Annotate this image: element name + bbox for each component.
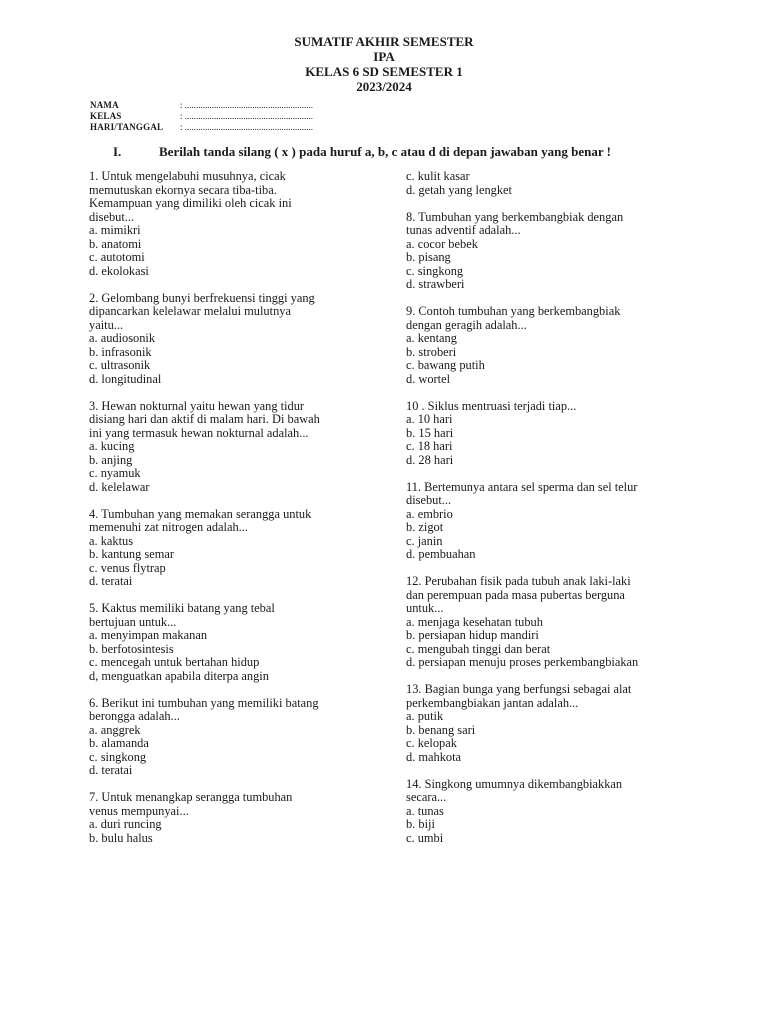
question-text-line: tunas adventif adalah...	[406, 223, 521, 237]
question-text-line: 10 . Siklus mentruasi terjadi tiap...	[406, 398, 577, 413]
answer-option: c. janin	[406, 533, 443, 548]
question-text-line: disebut...	[89, 209, 135, 224]
question-text-line: 1. Untuk mengelabuhi musuhnya, cicak	[89, 169, 286, 183]
question-text-line: untuk...	[406, 601, 444, 615]
question-item	[89, 508, 379, 589]
answer-option: b. stroberi	[406, 344, 457, 359]
question-text-line: Kemampuan yang dimiliki oleh cicak ini	[89, 196, 292, 210]
question-item	[406, 778, 706, 846]
answer-option: c. 18 hari	[406, 439, 453, 453]
question-item	[89, 791, 379, 845]
question-item	[89, 697, 379, 778]
answer-option: d. ekolokasi	[89, 263, 149, 278]
answer-option: d. strawberi	[406, 277, 465, 291]
question-text-line: 5. Kaktus memiliki batang yang tebal	[89, 601, 275, 615]
answer-option: c. nyamuk	[89, 466, 141, 480]
answer-option: b. pisang	[406, 250, 451, 264]
question-item	[406, 170, 706, 197]
question-item	[406, 305, 706, 386]
answer-option: d. pembuahan	[406, 547, 476, 561]
answer-option: d. getah yang lengket	[406, 182, 512, 197]
answer-option: d. wortel	[406, 371, 451, 386]
answer-option: d. longitudinal	[89, 371, 162, 386]
question-text-line: 12. Perubahan fisik pada tubuh anak laki-laki	[406, 574, 631, 588]
academic-year-title: 2023/2024	[356, 79, 412, 94]
question-item	[406, 400, 706, 468]
answer-option: a. audiosonik	[89, 331, 156, 345]
answer-option: b. 15 hari	[406, 425, 454, 440]
question-item	[406, 211, 706, 292]
question-item	[89, 602, 379, 683]
answer-option: c. kelopak	[406, 736, 457, 750]
question-text-line: bertujuan untuk...	[89, 614, 177, 629]
question-text-line: 13. Bagian bunga yang berfungsi sebagai alat	[406, 682, 632, 696]
answer-option: d. 28 hari	[406, 452, 454, 467]
question-column-left	[89, 170, 379, 859]
answer-option: b. anjing	[89, 452, 133, 467]
answer-option: a. tunas	[406, 803, 444, 818]
identity-fill-line: : .........................................................	[180, 100, 314, 110]
question-text-line: 3. Hewan nokturnal yaitu hewan yang tidur	[89, 398, 305, 413]
identity-label: HARI/TANGGAL	[90, 122, 164, 132]
question-column-right	[406, 170, 706, 859]
answer-option: c. kulit kasar	[406, 169, 470, 183]
question-item	[89, 292, 379, 387]
answer-option: b. persiapan hidup mandiri	[406, 628, 539, 642]
answer-option: b. alamanda	[89, 736, 149, 750]
exam-title: SUMATIF AKHIR SEMESTER	[294, 34, 474, 49]
question-text-line: disiang hari dan aktif di malam hari. Di bawah	[89, 412, 320, 426]
question-text-line: berongga adalah...	[89, 709, 180, 723]
question-text-line: 11. Bertemunya antara sel sperma dan sel telur	[406, 479, 638, 494]
answer-option: b. anatomi	[89, 236, 142, 251]
answer-option: c. singkong	[406, 263, 464, 278]
section-number: I.	[113, 144, 122, 159]
answer-option: c. mengubah tinggi dan berat	[406, 641, 551, 656]
answer-option: a. 10 hari	[406, 412, 453, 426]
class-semester-title: KELAS 6 SD SEMESTER 1	[305, 64, 463, 79]
answer-option: b. biji	[406, 817, 435, 831]
question-item	[89, 170, 379, 278]
answer-option: c. bawang putih	[406, 358, 485, 372]
identity-fill-line: : .........................................................	[180, 122, 314, 132]
identity-row-class	[90, 111, 313, 122]
question-text-line: 14. Singkong umumnya dikembangbiakkan	[406, 776, 623, 791]
answer-option: b. berfotosintesis	[89, 641, 174, 656]
question-text-line: memenuhi zat nitrogen adalah...	[89, 520, 248, 534]
question-text-line: venus mempunyai...	[89, 803, 189, 818]
answer-option: a. kentang	[406, 331, 457, 345]
question-text-line: yaitu...	[89, 317, 124, 332]
document-header	[0, 34, 768, 94]
instruction-text: Berilah tanda silang ( x ) pada huruf a, b, c atau d di depan jawaban yang benar !	[159, 144, 611, 159]
answer-option: d. mahkota	[406, 749, 462, 764]
answer-option: a. kaktus	[89, 533, 134, 548]
answer-option: b. benang sari	[406, 722, 476, 737]
answer-option: b. zigot	[406, 520, 444, 534]
question-text-line: dengan geragih adalah...	[406, 317, 527, 332]
identity-label: KELAS	[90, 111, 122, 121]
question-text-line: 4. Tumbuhan yang memakan serangga untuk	[89, 506, 312, 521]
answer-option: a. menjaga kesehatan tubuh	[406, 614, 543, 629]
question-text-line: memutuskan ekornya secara tiba-tiba.	[89, 182, 277, 197]
answer-option: c. mencegah untuk bertahan hidup	[89, 655, 260, 669]
question-item	[406, 683, 706, 764]
question-text-line: dipancarkan kelelawar melalui mulutnya	[89, 304, 291, 318]
question-text-line: ini yang termasuk hewan nokturnal adalah...	[89, 425, 309, 440]
answer-option: c. autotomi	[89, 250, 145, 264]
question-text-line: 9. Contoh tumbuhan yang berkembangbiak	[406, 304, 621, 318]
question-text-line: perkembangbiakan jantan adalah...	[406, 695, 579, 710]
question-item	[406, 481, 706, 562]
answer-option: c. ultrasonik	[89, 358, 151, 372]
answer-option: a. embrio	[406, 506, 453, 521]
identity-row-name	[90, 100, 313, 111]
question-item	[406, 575, 706, 670]
answer-option: a. menyimpan makanan	[89, 628, 208, 642]
section-instruction	[113, 144, 611, 160]
question-text-line: 7. Untuk menangkap serangga tumbuhan	[89, 790, 293, 804]
question-text-line: dan perempuan pada masa pubertas berguna	[406, 587, 625, 602]
question-text-line: disebut...	[406, 493, 452, 507]
answer-option: a. putik	[406, 709, 444, 723]
student-identity-block	[90, 100, 313, 133]
identity-row-date	[90, 122, 313, 133]
answer-option: a. cocor bebek	[406, 236, 478, 251]
answer-option: b. kantung semar	[89, 547, 174, 561]
answer-option: c. singkong	[89, 749, 147, 764]
question-item	[89, 400, 379, 495]
answer-option: c. venus flytrap	[89, 560, 166, 575]
question-text-line: 8. Tumbuhan yang berkembangbiak dengan	[406, 209, 624, 224]
answer-option: b. infrasonik	[89, 344, 152, 359]
question-text-line: secara...	[406, 790, 447, 804]
answer-option: a. anggrek	[89, 722, 141, 737]
answer-option: b. bulu halus	[89, 830, 153, 845]
subject-title: IPA	[373, 49, 395, 64]
answer-option: d. kelelawar	[89, 479, 150, 494]
answer-option: a. duri runcing	[89, 817, 162, 831]
question-text-line: 2. Gelombang bunyi berfrekuensi tinggi yang	[89, 290, 315, 305]
answer-option: d. teratai	[89, 763, 133, 777]
answer-option: c. umbi	[406, 830, 444, 845]
answer-option: d. teratai	[89, 574, 133, 588]
answer-option: a. kucing	[89, 439, 135, 453]
answer-option: d, menguatkan apabila diterpa angin	[89, 668, 269, 683]
answer-option: a. mimikri	[89, 223, 141, 237]
answer-option: d. persiapan menuju proses perkembangbiakan	[406, 655, 639, 669]
identity-label: NAMA	[90, 100, 119, 110]
question-text-line: 6. Berikut ini tumbuhan yang memiliki batang	[89, 695, 319, 710]
identity-fill-line: : .........................................................	[180, 111, 314, 121]
